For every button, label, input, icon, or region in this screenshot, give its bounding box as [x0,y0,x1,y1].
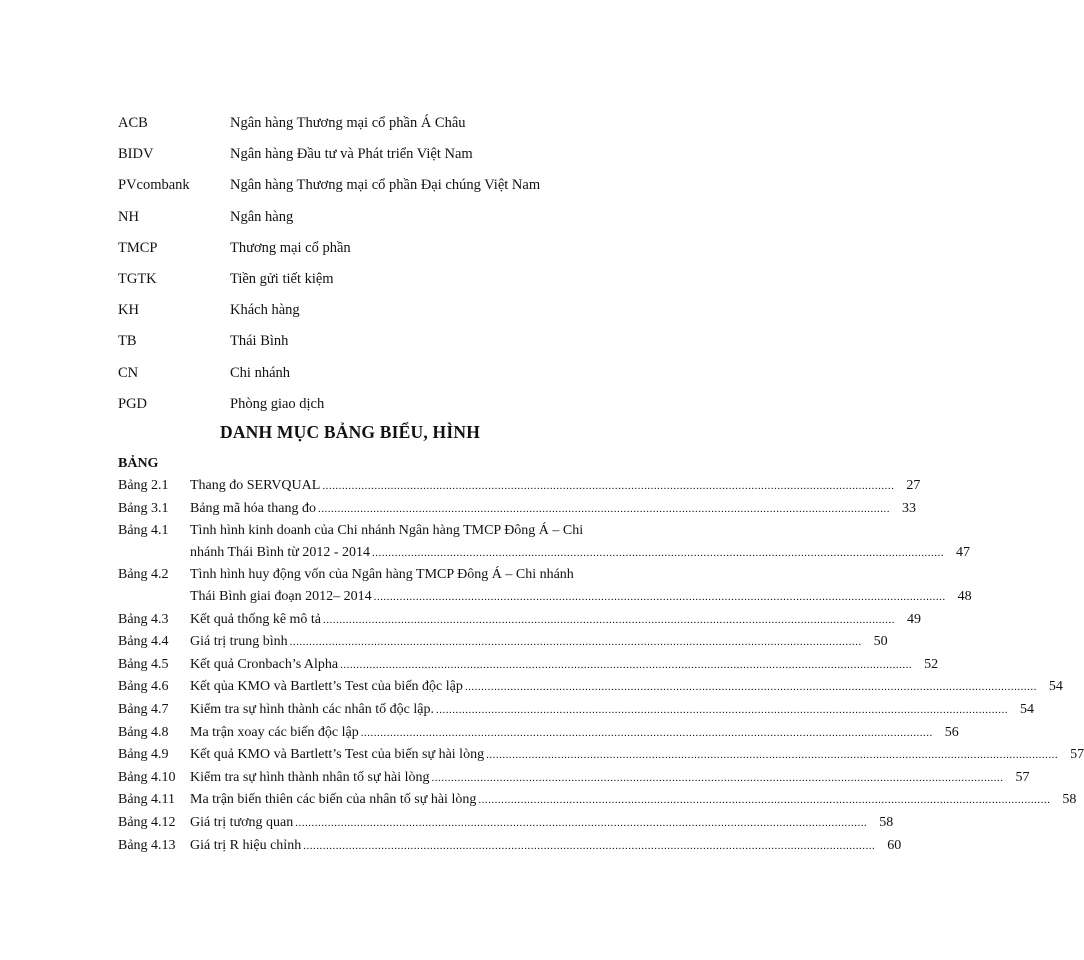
toc-entry[interactable] [118,812,894,835]
toc-entry[interactable] [118,699,1034,722]
toc-entry-title: Giá trị trung bình [190,634,288,650]
dot-leader [295,813,867,835]
abbreviation-meaning: Thương mại cổ phần [230,239,351,256]
toc-entry[interactable] [118,564,972,608]
toc-entry-page: 48 [957,588,972,604]
abbreviation-list [118,108,638,420]
toc-entry-page: 58 [879,814,894,830]
dot-leader [303,836,875,858]
toc-entry-number: Bảng 4.4 [118,634,169,650]
toc-entry-number: Bảng 4.7 [118,701,169,717]
toc-entry-page: 58 [1062,792,1077,808]
dot-leader [432,768,1004,790]
toc-entry[interactable] [118,475,921,498]
toc-entry-number: Bảng 2.1 [118,478,169,493]
dot-leader [323,610,895,632]
toc-entry-number: Bảng 4.3 [118,611,169,627]
abbreviation-key: BIDV [118,146,154,163]
toc-entry[interactable] [118,520,970,564]
toc-entry-title: Thái Bình giai đoạn 2012– 2014 [190,588,372,604]
dot-leader [486,745,1058,767]
toc-entry-number: Bảng 4.13 [118,837,176,853]
dot-leader [318,499,890,521]
toc-entry[interactable] [118,744,1084,767]
dot-leader [465,677,1037,699]
abbreviation-meaning: Thái Bình [230,333,289,350]
toc-entry-title: Kiểm tra sự hình thành các nhân tố độc lập. [190,701,434,717]
abbreviation-row [118,139,638,170]
toc-entry-page: 47 [955,544,970,560]
toc-entry-page: 54 [1019,701,1034,717]
dot-leader [372,543,944,565]
abbreviation-row [118,358,638,389]
toc-entry-page: 33 [901,500,916,516]
toc-entry[interactable] [118,789,1077,812]
toc-entry-title-line1: Tình hình huy động vốn của Ngân hàng TMCP Đông Á – Chi nhánh [190,567,574,583]
abbreviation-row [118,108,638,139]
abbreviation-meaning: Ngân hàng Đầu tư và Phát triển Việt Nam [230,146,473,163]
toc-entry-number: Bảng 4.11 [118,792,176,808]
toc-entry-number: Bảng 3.1 [118,500,169,516]
toc-entry-page: 50 [873,634,888,650]
toc-entry-page: 57 [1070,747,1084,763]
abbreviation-key: KH [118,302,139,319]
dot-leader [361,723,933,745]
toc-entry-title: Kết quả KMO và Bartlett’s Test của biến sự hài lòng [190,747,485,763]
toc-entry[interactable] [118,835,902,858]
abbreviation-key: TMCP [118,239,158,256]
toc-entry-page: 57 [1015,769,1030,785]
toc-entry-title: Ma trận xoay các biến độc lập [190,724,359,740]
toc-entry-title: Kết quả Cronbach’s Alpha [190,656,339,672]
toc-entry-number: Bảng 4.1 [118,523,169,539]
toc-entry[interactable] [118,609,922,632]
dot-leader [322,476,894,498]
abbreviation-meaning: Ngân hàng Thương mại cổ phần Đại chúng Việt Nam [230,177,541,194]
abbreviation-row [118,233,638,264]
abbreviation-row [118,170,638,201]
toc-entry-page: 49 [907,611,922,627]
abbreviation-key: NH [118,208,139,225]
table-list [118,475,1084,857]
toc-entry-title: Kết quả thống kê mô tả [190,611,322,627]
toc-entry-title: Kết qủa KMO và Bartlett’s Test của biến độc lập [190,679,463,695]
toc-entry-title: Ma trận biến thiên các biến của nhân tố sự hài lòng [190,792,477,808]
abbreviation-row [118,326,638,357]
toc-entry-title: Kiểm tra sự hình thành nhân tố sự hài lòng [190,769,430,785]
abbreviation-meaning: Ngân hàng Thương mại cổ phần Á Châu [230,115,466,132]
abbreviation-meaning: Chi nhánh [230,364,291,381]
toc-entry[interactable] [118,631,888,654]
toc-entry-number: Bảng 4.8 [118,724,169,740]
abbreviation-key: ACB [118,115,148,132]
abbreviation-meaning: Khách hàng [230,302,300,319]
abbreviation-key: PVcombank [118,177,190,194]
abbreviation-key: PGD [118,395,148,412]
toc-entry-title: Giá trị tương quan [190,814,294,830]
abbreviation-row [118,389,638,420]
abbreviation-meaning: Tiền gửi tiết kiệm [230,271,334,288]
toc-entry-title: Bảng mã hóa thang đo [190,500,316,516]
toc-entry[interactable] [118,767,1030,790]
toc-entry-number: Bảng 4.5 [118,656,169,672]
dot-leader [436,700,1008,722]
toc-entry-number: Bảng 4.2 [118,567,169,583]
toc-entry-number: Bảng 4.9 [118,747,169,763]
toc-entry-page: 60 [887,837,902,853]
toc-entry-number: Bảng 4.12 [118,814,176,830]
toc-entry-page: 54 [1048,679,1063,695]
dot-leader [290,632,862,654]
toc-entry[interactable] [118,498,916,521]
toc-entry-number: Bảng 4.6 [118,679,169,695]
toc-entry-title-line1: Tình hình kinh doanh của Chi nhánh Ngân hàng TMCP Đông Á – Chi [190,523,584,539]
abbreviation-row [118,202,638,233]
toc-entry-number: Bảng 4.10 [118,769,176,785]
dot-leader [478,790,1050,812]
toc-entry[interactable] [118,676,1063,699]
toc-entry-page: 52 [924,656,939,672]
dot-leader [340,655,912,677]
toc-entry-page: 56 [944,724,959,740]
abbreviation-meaning: Ngân hàng [230,208,294,225]
abbreviation-key: CN [118,364,139,381]
subsection-title: BẢNG [118,456,159,471]
abbreviation-key: TB [118,333,137,350]
toc-entry-title: Thang đo SERVQUAL [190,478,321,493]
abbreviation-meaning: Phòng giao dịch [230,395,325,412]
abbreviation-key: TGTK [118,271,157,288]
toc-entry-page: 27 [906,478,921,493]
toc-entry-title: nhánh Thái Bình từ 2012 - 2014 [190,544,370,560]
abbreviation-row [118,264,638,295]
toc-entry[interactable] [118,722,959,745]
section-title: DANH MỤC BẢNG BIỂU, HÌNH [219,422,481,442]
toc-entry-title: Giá trị R hiệu chỉnh [190,837,302,853]
dot-leader [374,587,946,609]
toc-entry[interactable] [118,654,939,677]
abbreviation-row [118,295,638,326]
